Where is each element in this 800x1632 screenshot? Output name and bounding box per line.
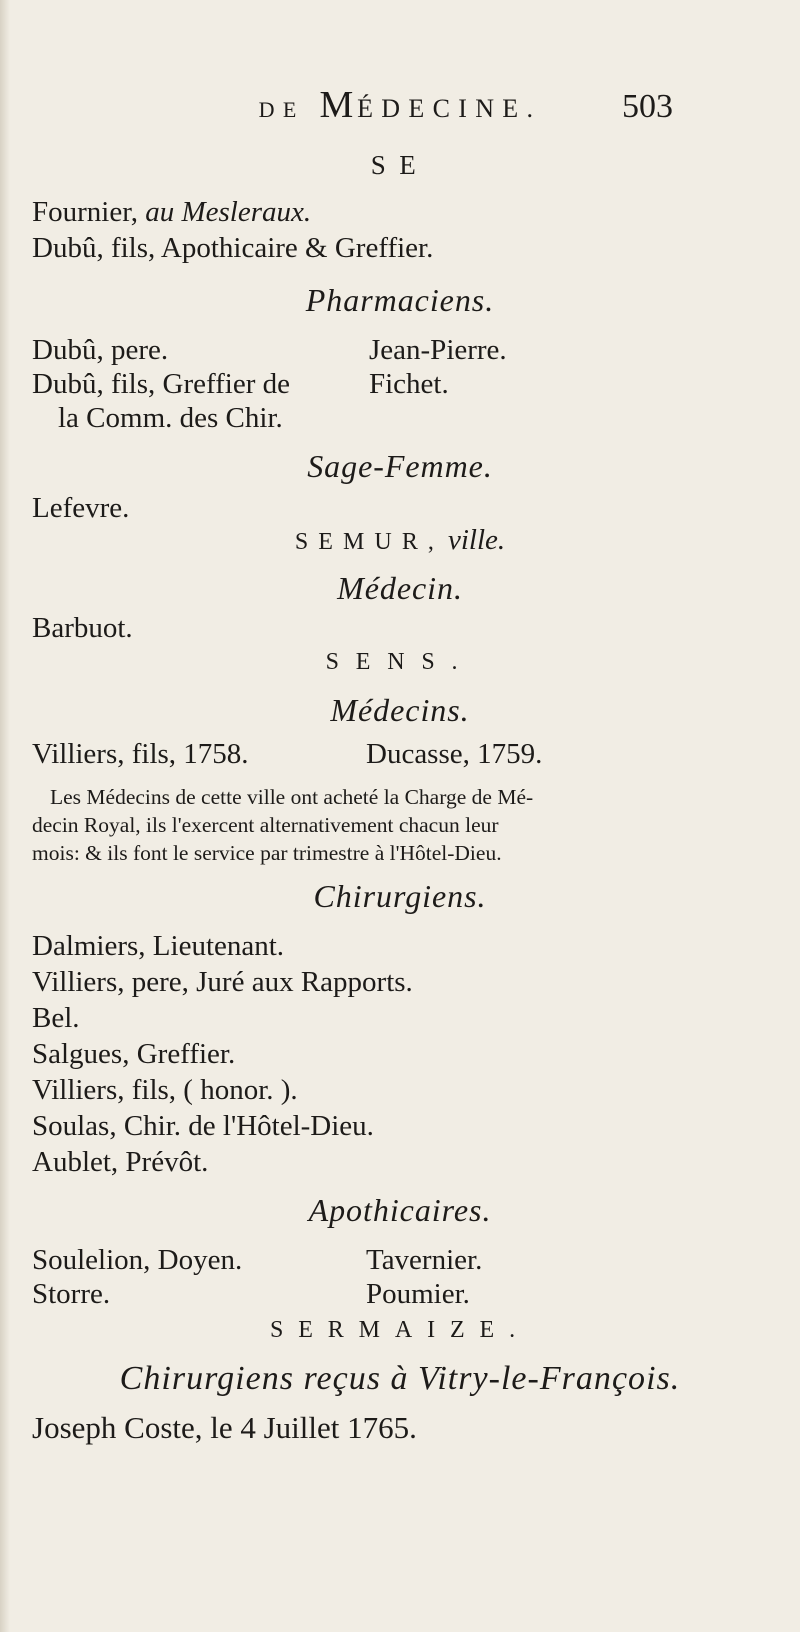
sens-medecin-left: Villiers, fils, 1758. [32,738,249,770]
sens-note-line-2: decin Royal, ils l'exercent alternativement chacun leur [32,813,499,837]
town-qualifier: ville. [448,524,506,556]
chirurgien-6: Soulas, Chir. de l'Hôtel-Dieu. [32,1110,374,1142]
section-heading-se: SE [370,150,430,180]
chirurgien-2: Villiers, pere, Juré aux Rapports. [32,966,413,998]
running-title-initial: M [319,84,358,126]
running-title [0,86,800,124]
heading-medecin-semur: Médecin. [337,570,463,606]
running-title-prefix: DE [258,97,305,122]
pharmacien-right-1: Jean-Pierre. [369,334,507,366]
heading-chirurgiens-sens: Chirurgiens. [313,878,487,914]
heading-chirurgiens-sermaize: Chirurgiens reçus à Vitry-le-François. [119,1360,681,1397]
heading-medecins-sens: Médecins. [330,692,470,728]
apothicaire-right-2: Poumier. [366,1278,470,1310]
running-title-rest: ÉDECINE. [357,94,542,123]
entry-dubu-apothicaire: Dubû, fils, Apothicaire & Greffier. [32,232,434,264]
entry-name: Fournier, [32,196,146,228]
chirurgien-4: Salgues, Greffier. [32,1038,236,1070]
entry-fournier [32,198,311,227]
entry-place: au Mesleraux. [145,196,312,228]
town-heading-sermaize: SERMAIZE. [270,1317,530,1343]
sens-medecin-right: Ducasse, 1759. [366,738,543,770]
apothicaire-left-1: Soulelion, Doyen. [32,1244,243,1276]
heading-sage-femme: Sage-Femme. [307,448,493,484]
town-heading-semur [0,526,800,555]
chirurgien-5: Villiers, fils, ( honor. ). [32,1074,298,1106]
sens-note-line-3: mois: & ils font le service par trimestre à l'Hôtel-Dieu. [32,841,502,865]
pharmacien-left-3: la Comm. des Chir. [58,402,283,434]
town-name: SEMUR, [294,529,444,555]
semur-medecin-name: Barbuot. [32,612,133,644]
heading-apothicaires-sens: Apothicaires. [308,1192,492,1228]
town-heading-sens: SENS. [325,649,475,675]
sermaize-chirurgien-name: Joseph Coste, le 4 Juillet 1765. [32,1410,417,1445]
sens-note-line-1: Les Médecins de cette ville ont acheté la Charge de Mé- [50,785,534,809]
chirurgien-1: Dalmiers, Lieutenant. [32,930,285,962]
pharmacien-left-2: Dubû, fils, Greffier de [32,368,290,400]
apothicaire-right-1: Tavernier. [366,1244,483,1276]
page-number: 503 [622,88,673,125]
apothicaire-left-2: Storre. [32,1278,111,1310]
pharmacien-left-1: Dubû, pere. [32,334,169,366]
chirurgien-3: Bel. [32,1002,80,1034]
chirurgien-7: Aublet, Prévôt. [32,1146,209,1178]
pharmacien-right-2: Fichet. [369,368,449,400]
sage-femme-name: Lefevre. [32,492,130,524]
heading-pharmaciens: Pharmaciens. [305,282,495,318]
